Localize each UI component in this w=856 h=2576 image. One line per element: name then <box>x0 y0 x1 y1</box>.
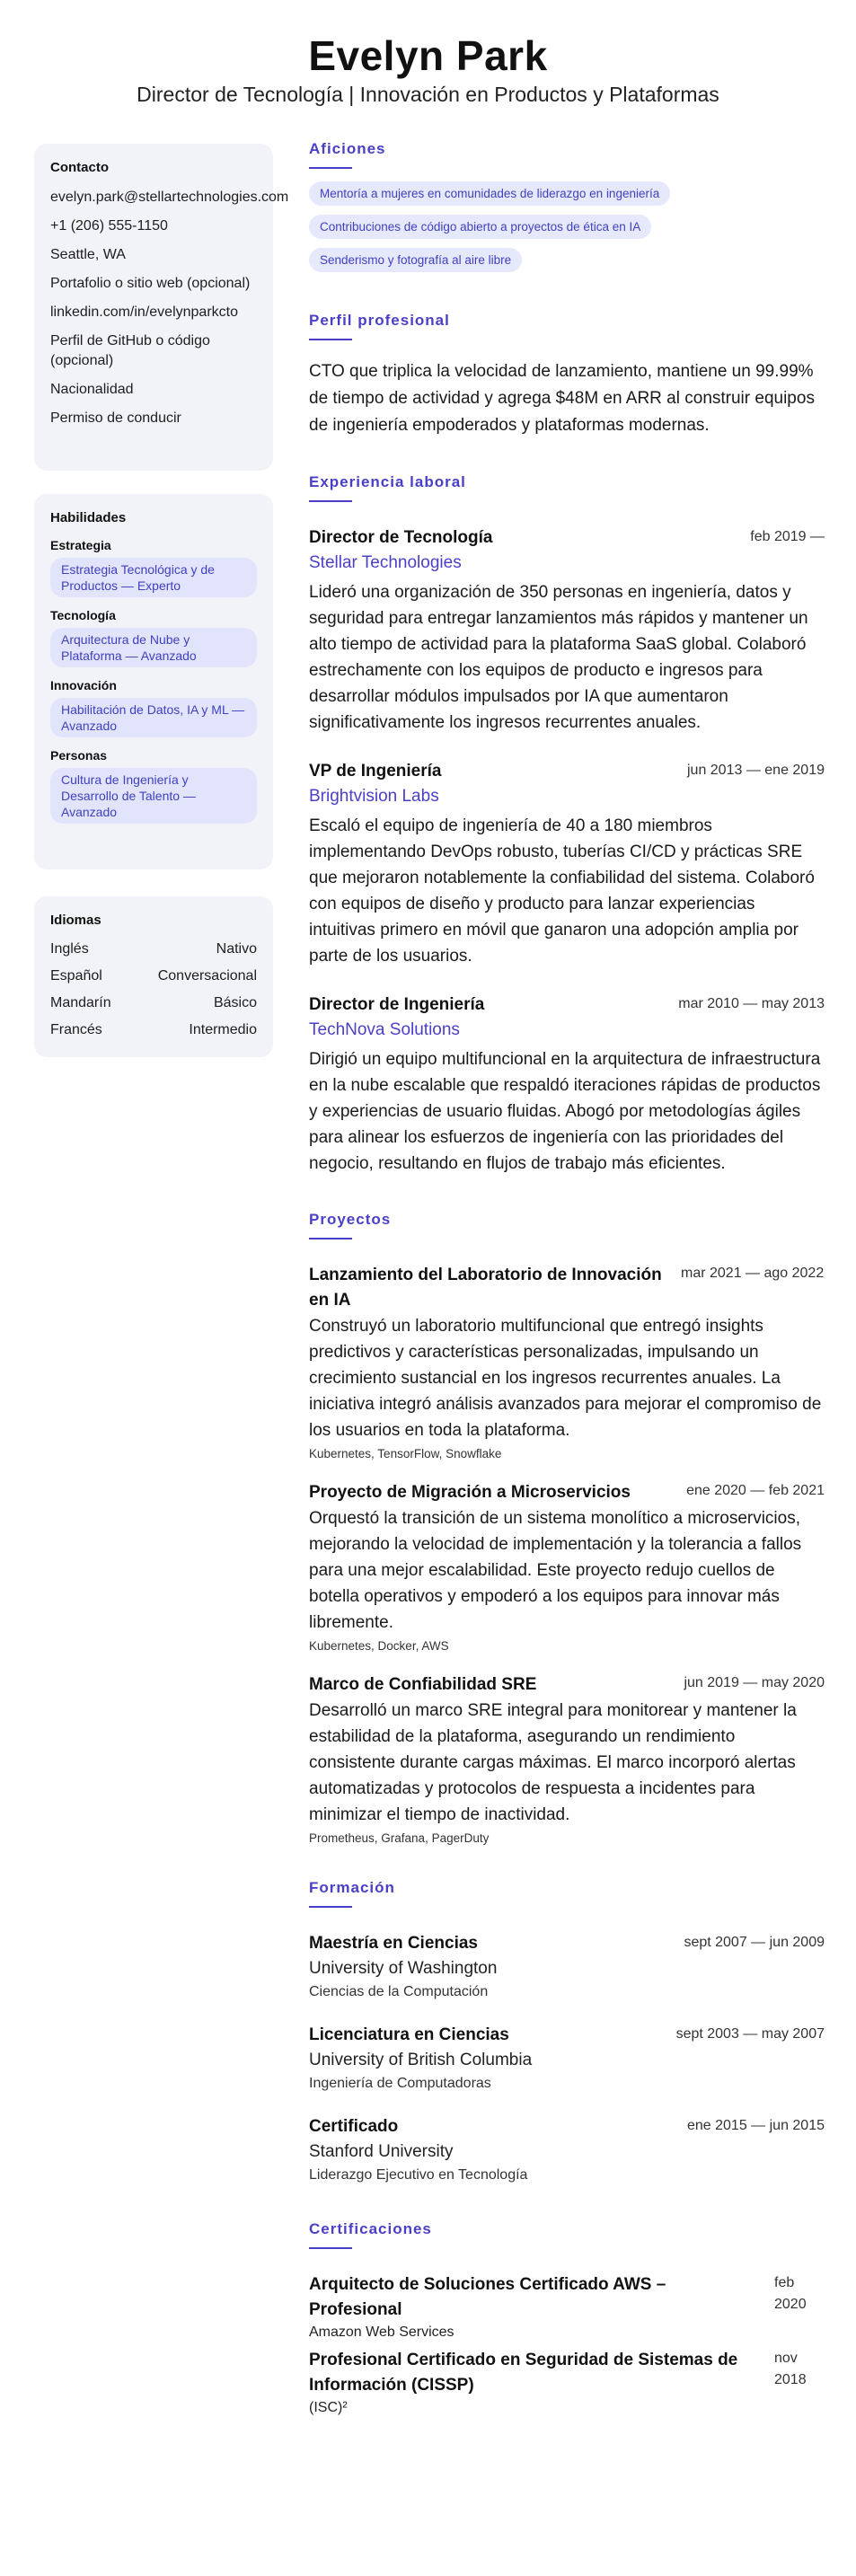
skills-title: Habilidades <box>50 510 127 525</box>
project-entry <box>309 1263 825 1460</box>
job-dates: feb 2019 — <box>750 529 825 544</box>
language-name: Español <box>50 968 102 984</box>
sidebar <box>34 144 289 1084</box>
job-description: Lideró una organización de 350 personas en ingeniería, datos y seguridad para entregar lanzamientos más rápidos y mantener un alto tiempo de actividad para la plataforma SaaS global. Colaboró estrechamente con los equipos de producto e ingresos para desarrollar módulos impulsados por IA que aumentaron significativamente los ingresos recurrentes anuales. <box>309 583 808 732</box>
project-name: Proyecto de Migración a Microservicios <box>309 1483 631 1502</box>
project-description: Orquestó la transición de un sistema monolítico a microservicios, mejorando la velocidad de implementación y la tolerancia a fallos para una mejor escalabilidad. Este proyecto redujo cuellos de botella operativos y empoderó a los equipos para innovar más libremente. <box>309 1509 802 1632</box>
experience-section <box>309 473 825 1177</box>
resume-header <box>0 0 856 107</box>
school-name: University of British Columbia <box>309 2051 533 2069</box>
project-name: Lanzamiento del Laboratorio de Innovación en IA <box>309 1266 662 1310</box>
job-title: Director de Ingeniería <box>309 995 485 1014</box>
certification-issuer: Amazon Web Services <box>309 2325 454 2340</box>
education-section <box>309 1879 825 2186</box>
language-level: Conversacional <box>157 968 257 984</box>
project-dates: jun 2019 — may 2020 <box>684 1675 825 1690</box>
language-name: Inglés <box>50 941 89 957</box>
education-entry <box>309 2114 825 2186</box>
project-description: Desarrolló un marco SRE integral para monitorear y mantener la estabilidad de la plataforma, asegurando un rendimiento consistente durante cargas máximas. El marco incorporó alertas automatizadas y protocolos de respuesta a incidentes para minimizar el tiempo de inactividad. <box>309 1701 797 1824</box>
skill-group <box>50 748 257 824</box>
certification-date: nov 2018 <box>774 2351 807 2387</box>
skill-pill: Arquitectura de Nube y Plataforma — Avanzado <box>50 628 257 667</box>
hobby-pill: Mentoría a mujeres en comunidades de liderazgo en ingeniería <box>309 181 670 206</box>
languages-card <box>34 896 273 1057</box>
job-dates: jun 2013 — ene 2019 <box>686 763 825 778</box>
field-of-study: Ciencias de la Computación <box>309 1984 489 1999</box>
education-dates: sept 2007 — jun 2009 <box>684 1935 825 1950</box>
candidate-tagline: Director de Tecnología | Innovación en Productos y Plataformas <box>137 83 719 106</box>
contact-portfolio[interactable]: Portafolio o sitio web (opcional) <box>50 276 251 291</box>
company-name: Brightvision Labs <box>309 787 439 806</box>
main-content <box>309 140 825 2418</box>
job-description: Dirigió un equipo multifuncional en la arquitectura de infraestructura en la nube escalable que respaldó iteraciones rápidas de productos y experiencias de usuario fluidas. Abogó por metodologías ágiles para alinear los esfuerzos de ingeniería con las prioridades del negocio, resultando en flujos de trabajo más eficientes. <box>309 1050 821 1173</box>
certification-entry <box>309 2272 825 2342</box>
language-level: Nativo <box>216 941 257 957</box>
contact-nationality: Nacionalidad <box>50 382 134 397</box>
degree-title: Certificado <box>309 2117 399 2136</box>
skill-group-title: Innovación <box>50 678 117 693</box>
field-of-study: Liderazgo Ejecutivo en Tecnología <box>309 2167 528 2183</box>
degree-title: Licenciatura en Ciencias <box>309 2025 509 2044</box>
job-title: Director de Tecnología <box>309 528 493 547</box>
section-divider <box>309 2247 352 2249</box>
job-description: Escaló el equipo de ingeniería de 40 a 180 miembros implementando DevOps robusto, tuberías CI/CD y prácticas SRE que mejoraron notablemente la confiabilidad del sistema. Colaboró con equipos de diseño y producto para lanzar experiencias intuitivas primero en móvil que ganaron una adopción amplia por parte de los usuarios. <box>309 816 815 966</box>
field-of-study: Ingeniería de Computadoras <box>309 2076 491 2091</box>
skill-group-title: Estrategia <box>50 538 111 552</box>
school-name: Stanford University <box>309 2142 454 2161</box>
hobbies-section <box>309 140 825 281</box>
skills-card <box>34 494 273 869</box>
education-dates: sept 2003 — may 2007 <box>675 2026 825 2042</box>
contact-github[interactable]: Perfil de GitHub o código (opcional) <box>50 333 210 368</box>
company-name: TechNova Solutions <box>309 1020 460 1039</box>
skill-group <box>50 678 257 737</box>
projects-section <box>309 1211 825 1845</box>
skill-group-title: Personas <box>50 748 108 763</box>
language-name: Mandarín <box>50 995 111 1010</box>
section-divider <box>309 167 352 169</box>
project-dates: ene 2020 — feb 2021 <box>686 1483 825 1498</box>
contact-linkedin[interactable]: linkedin.com/in/evelynparkcto <box>50 304 238 320</box>
section-divider <box>309 339 352 340</box>
project-tech: Kubernetes, TensorFlow, Snowflake <box>309 1447 502 1460</box>
language-row <box>50 994 257 1012</box>
skill-pill: Cultura de Ingeniería y Desarrollo de Talento — Avanzado <box>50 768 257 824</box>
degree-title: Maestría en Ciencias <box>309 1934 478 1953</box>
skill-group-title: Tecnología <box>50 608 116 622</box>
section-divider <box>309 1906 352 1908</box>
contact-title: Contacto <box>50 160 109 175</box>
education-dates: ene 2015 — jun 2015 <box>686 2118 825 2133</box>
hobby-pill: Senderismo y fotografía al aire libre <box>309 248 522 272</box>
project-entry <box>309 1672 825 1845</box>
skill-group <box>50 608 257 667</box>
contact-location: Seattle, WA <box>50 247 126 262</box>
language-level: Básico <box>213 995 257 1010</box>
certification-name: Profesional Certificado en Seguridad de Sistemas de Información (CISSP) <box>309 2351 738 2395</box>
language-row <box>50 967 257 985</box>
profile-section <box>309 312 825 439</box>
candidate-name: Evelyn Park <box>308 32 548 79</box>
contact-email[interactable]: evelyn.park@stellartechnologies.com <box>50 190 289 205</box>
section-title: Perfil profesional <box>309 312 450 329</box>
certification-issuer: (ISC)² <box>309 2400 348 2415</box>
project-tech: Prometheus, Grafana, PagerDuty <box>309 1831 490 1845</box>
contact-phone[interactable]: +1 (206) 555-1150 <box>50 218 168 234</box>
language-row <box>50 1021 257 1039</box>
school-name: University of Washington <box>309 1959 498 1978</box>
project-tech: Kubernetes, Docker, AWS <box>309 1639 449 1653</box>
education-entry <box>309 2023 825 2095</box>
certifications-section <box>309 2220 825 2418</box>
skill-pill: Habilitación de Datos, IA y ML — Avanzado <box>50 698 257 737</box>
section-title: Experiencia laboral <box>309 473 466 490</box>
certification-entry <box>309 2348 825 2418</box>
skill-pill: Estrategia Tecnológica y de Productos — Experto <box>50 558 257 597</box>
job-dates: mar 2010 — may 2013 <box>678 996 825 1011</box>
language-row <box>50 940 257 958</box>
languages-title: Idiomas <box>50 913 101 928</box>
project-dates: mar 2021 — ago 2022 <box>681 1266 825 1281</box>
certification-name: Arquitecto de Soluciones Certificado AWS – Profesional <box>309 2275 666 2319</box>
language-name: Francés <box>50 1022 102 1037</box>
section-title: Certificaciones <box>309 2220 432 2237</box>
experience-entry <box>309 525 825 736</box>
project-description: Construyó un laboratorio multifuncional que entregó insights predictivos y características personalizadas, impulsando un crecimiento sustancial en los ingresos recurrentes anuales. La iniciativa integró análisis avanzados para mejorar el compromiso de los usuarios en toda la plataforma. <box>309 1317 822 1440</box>
company-name: Stellar Technologies <box>309 553 462 572</box>
profile-summary: CTO que triplica la velocidad de lanzamiento, mantiene un 99.99% de tiempo de actividad y agrega $48M en ARR al construir equipos de ingeniería empoderados y plataformas modernas. <box>309 362 815 435</box>
education-entry <box>309 1931 825 2003</box>
project-name: Marco de Confiabilidad SRE <box>309 1675 537 1694</box>
contact-card <box>34 144 289 471</box>
section-divider <box>309 1238 352 1239</box>
section-divider <box>309 500 352 502</box>
section-title: Proyectos <box>309 1211 392 1228</box>
skill-group <box>50 538 257 597</box>
experience-entry <box>309 759 825 969</box>
language-level: Intermedio <box>189 1022 257 1037</box>
section-title: Formación <box>309 1879 395 1896</box>
certification-date: feb 2020 <box>774 2275 807 2312</box>
project-entry <box>309 1480 825 1653</box>
contact-license: Permiso de conducir <box>50 410 181 426</box>
hobby-pill: Contribuciones de código abierto a proyectos de ética en IA <box>309 215 651 239</box>
experience-entry <box>309 992 825 1177</box>
section-title: Aficiones <box>309 140 386 157</box>
job-title: VP de Ingeniería <box>309 762 442 781</box>
